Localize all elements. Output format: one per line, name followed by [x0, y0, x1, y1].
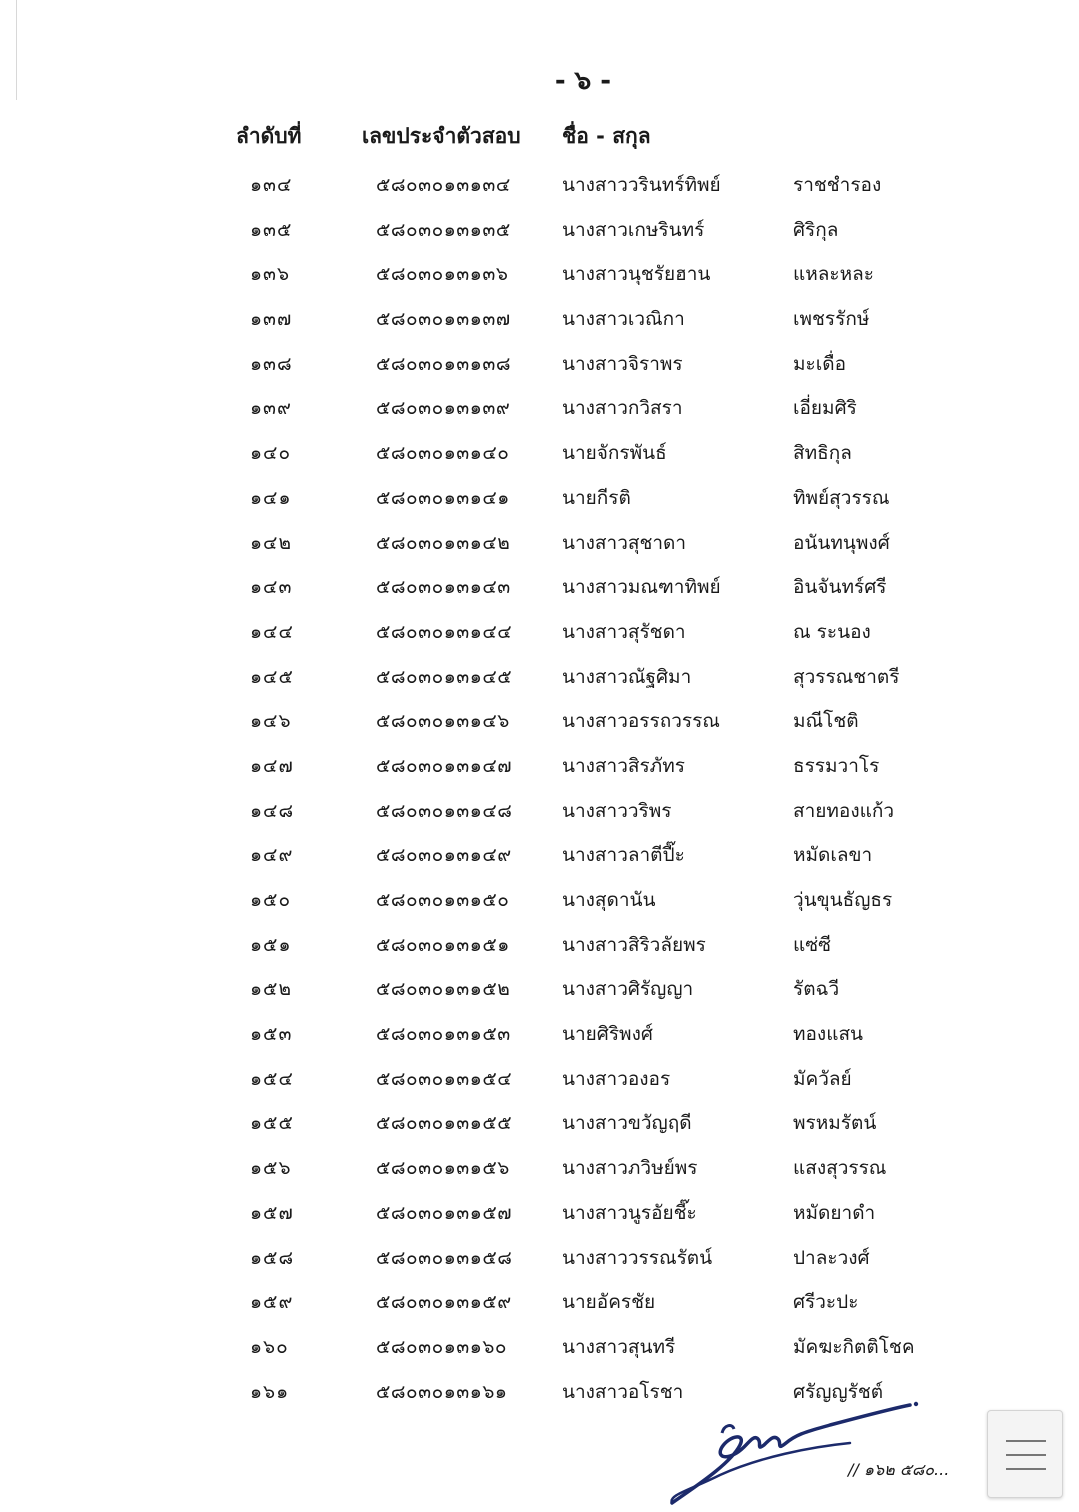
row-order: ๑๓๖ — [250, 263, 291, 286]
row-order: ๑๓๙ — [250, 397, 292, 420]
row-last-name: เอี่ยมศิริ — [793, 397, 857, 420]
row-first-name: นางสาวกวิสรา — [562, 397, 683, 420]
row-last-name: มะเดื่อ — [793, 352, 846, 375]
row-first-name: นางสาวนุชรัยฮาน — [562, 263, 711, 286]
table-row — [0, 974, 1079, 1019]
table-row — [0, 1064, 1079, 1109]
row-exam-id: ๕๘๐๓๐๑๓๑๓๕ — [376, 218, 511, 241]
row-order: ๑๖๐ — [250, 1335, 289, 1358]
row-order: ๑๔๗ — [250, 754, 294, 777]
row-order: ๑๔๑ — [250, 486, 292, 509]
table-row — [0, 572, 1079, 617]
table-row — [0, 1153, 1079, 1198]
table-row — [0, 170, 1079, 215]
table-row — [0, 1019, 1079, 1064]
page-number: - ๖ - — [554, 66, 612, 96]
table-row — [0, 796, 1079, 841]
row-last-name: วุ่นขุนธัญธร — [793, 889, 893, 911]
row-last-name: แหละหละ — [793, 263, 874, 286]
table-row — [0, 840, 1079, 885]
row-last-name: ราชชำรอง — [793, 174, 882, 196]
table-row — [0, 393, 1079, 438]
table-row — [0, 1332, 1079, 1377]
header-exam-id: เลขประจำตัวสอบ — [362, 124, 521, 148]
row-last-name: ศิริกุล — [793, 218, 839, 241]
table-row — [0, 528, 1079, 573]
row-first-name: นางสาวสุชาดา — [562, 531, 687, 554]
row-first-name: นายอัครชัย — [562, 1291, 656, 1314]
row-last-name: มัคฆะกิตติโชค — [793, 1335, 915, 1358]
row-exam-id: ๕๘๐๓๐๑๓๑๓๖ — [376, 263, 509, 286]
row-last-name: มัควัลย์ — [793, 1067, 852, 1090]
row-exam-id: ๕๘๐๓๐๑๓๑๓๔ — [376, 174, 511, 196]
row-exam-id: ๕๘๐๓๐๑๓๑๖๐ — [376, 1335, 507, 1358]
row-exam-id: ๕๘๐๓๐๑๓๑๕๘ — [376, 1246, 513, 1269]
row-exam-id: ๕๘๐๓๐๑๓๑๕๒ — [376, 978, 511, 1001]
row-exam-id: ๕๘๐๓๐๑๓๑๔๙ — [376, 844, 512, 867]
row-last-name: อนันทนุพงศ์ — [793, 531, 890, 554]
row-exam-id: ๕๘๐๓๐๑๓๑๔๘ — [376, 799, 513, 822]
row-order: ๑๕๓ — [250, 1023, 293, 1046]
row-order: ๑๔๔ — [250, 620, 294, 643]
row-last-name: ทองแสน — [793, 1023, 864, 1046]
table-body — [0, 170, 1079, 1421]
row-first-name: นางสาวองอร — [562, 1067, 671, 1090]
row-first-name: นางสาวสิรภัทร — [562, 754, 685, 777]
row-last-name: ณ ระนอง — [793, 620, 871, 643]
row-first-name: นางสาววรรณรัตน์ — [562, 1246, 713, 1269]
table-row — [0, 259, 1079, 304]
row-exam-id: ๕๘๐๓๐๑๓๑๔๐ — [376, 442, 510, 465]
row-order: ๑๕๙ — [250, 1291, 294, 1314]
row-last-name: ทิพย์สุวรรณ — [793, 486, 890, 509]
row-first-name: นายกีรติ — [562, 486, 631, 509]
table-row — [0, 885, 1079, 930]
table-row — [0, 304, 1079, 349]
row-exam-id: ๕๘๐๓๐๑๓๑๓๘ — [376, 352, 511, 375]
row-order: ๑๕๖ — [250, 1157, 292, 1180]
row-first-name: นางสาวขวัญฤดี — [562, 1112, 692, 1135]
continuation-note: // ๑๖๒ ๕๘๐... — [848, 1460, 950, 1479]
row-last-name: สายทองแก้ว — [793, 799, 895, 822]
row-exam-id: ๕๘๐๓๐๑๓๑๕๗ — [376, 1201, 512, 1224]
row-last-name: ปาละวงศ์ — [793, 1246, 870, 1269]
row-exam-id: ๕๘๐๓๐๑๓๑๔๓ — [376, 576, 511, 599]
row-order: ๑๕๔ — [250, 1067, 294, 1090]
row-order: ๑๕๘ — [250, 1246, 295, 1269]
row-first-name: นางสาวภวิษย์พร — [562, 1157, 698, 1180]
row-exam-id: ๕๘๐๓๐๑๓๑๓๙ — [376, 397, 511, 420]
row-first-name: นางสาวมณฑาทิพย์ — [562, 576, 721, 599]
row-exam-id: ๕๘๐๓๐๑๓๑๖๑ — [376, 1380, 508, 1403]
row-first-name: นางสาวสุรัชดา — [562, 620, 686, 643]
row-first-name: นางสาวสิริวลัยพร — [562, 933, 706, 956]
row-order: ๑๓๗ — [250, 308, 293, 331]
row-first-name: นางสาววรินทร์ทิพย์ — [562, 174, 721, 196]
row-first-name: นางสาววริพร — [562, 799, 672, 822]
row-exam-id: ๕๘๐๓๐๑๓๑๔๑ — [376, 486, 510, 509]
row-order: ๑๔๘ — [250, 799, 295, 822]
table-row — [0, 1198, 1079, 1243]
row-last-name: หมัดยาดำ — [793, 1201, 876, 1224]
row-first-name: นางสาวเวณิกา — [562, 308, 685, 331]
row-first-name: นางสาวณัฐศิมา — [562, 665, 692, 688]
row-exam-id: ๕๘๐๓๐๑๓๑๔๖ — [376, 710, 510, 733]
table-row — [0, 617, 1079, 662]
row-first-name: นายจักรพันธ์ — [562, 442, 667, 465]
row-order: ๑๓๘ — [250, 352, 293, 375]
row-exam-id: ๕๘๐๓๐๑๓๑๓๗ — [376, 308, 511, 331]
row-first-name: นางสาวอโรชา — [562, 1380, 684, 1403]
row-exam-id: ๕๘๐๓๐๑๓๑๕๐ — [376, 889, 510, 911]
row-exam-id: ๕๘๐๓๐๑๓๑๕๔ — [376, 1067, 513, 1090]
row-first-name: นายศิริพงศ์ — [562, 1023, 653, 1046]
row-last-name: ศรัญญรัชต์ — [793, 1380, 884, 1403]
row-order: ๑๔๒ — [250, 531, 292, 554]
row-last-name: เพชรรักษ์ — [793, 308, 870, 331]
menu-button[interactable] — [987, 1410, 1063, 1498]
table-row — [0, 1243, 1079, 1288]
row-first-name: นางสาวอรรถวรรณ — [562, 710, 720, 733]
row-last-name: มณีโชติ — [793, 710, 859, 733]
row-exam-id: ๕๘๐๓๐๑๓๑๔๕ — [376, 665, 513, 688]
row-first-name: นางสาวนูรอัยชี๊ะ — [562, 1201, 697, 1224]
row-order: ๑๔๙ — [250, 844, 294, 867]
row-order: ๑๔๓ — [250, 576, 293, 599]
table-row — [0, 930, 1079, 975]
signature-image — [660, 1395, 930, 1510]
table-row — [0, 706, 1079, 751]
row-last-name: อินจันทร์ศรี — [793, 576, 887, 599]
row-exam-id: ๕๘๐๓๐๑๓๑๔๒ — [376, 531, 511, 554]
row-exam-id: ๕๘๐๓๐๑๓๑๔๔ — [376, 620, 513, 643]
table-header — [0, 120, 1079, 154]
row-last-name: ศรีวะปะ — [793, 1291, 859, 1314]
row-order: ๑๔๕ — [250, 665, 294, 688]
row-order: ๑๕๑ — [250, 933, 292, 956]
row-order: ๑๖๑ — [250, 1380, 290, 1403]
row-exam-id: ๕๘๐๓๐๑๓๑๕๑ — [376, 933, 510, 956]
row-first-name: นางสาวจิราพร — [562, 352, 683, 375]
row-last-name: แซ่ซี — [793, 933, 832, 956]
table-row — [0, 751, 1079, 796]
table-row — [0, 1287, 1079, 1332]
row-order: ๑๕๕ — [250, 1112, 294, 1135]
row-order: ๑๕๐ — [250, 889, 292, 911]
table-row — [0, 483, 1079, 528]
row-last-name: ธรรมวาโร — [793, 754, 880, 777]
row-exam-id: ๕๘๐๓๐๑๓๑๔๗ — [376, 754, 512, 777]
row-exam-id: ๕๘๐๓๐๑๓๑๕๕ — [376, 1112, 513, 1135]
row-first-name: นางสาวศิรัญญา — [562, 978, 694, 1001]
row-exam-id: ๕๘๐๓๐๑๓๑๕๓ — [376, 1023, 511, 1046]
row-last-name: พรหมรัตน์ — [793, 1112, 877, 1135]
row-order: ๑๓๕ — [250, 218, 293, 241]
row-last-name: แสงสุวรรณ — [793, 1157, 887, 1180]
row-last-name: หมัดเลขา — [793, 844, 873, 867]
row-first-name: นางสาวสุนทรี — [562, 1335, 676, 1358]
row-exam-id: ๕๘๐๓๐๑๓๑๕๙ — [376, 1291, 512, 1314]
row-first-name: นางสาวเกษรินทร์ — [562, 218, 705, 241]
row-last-name: สุวรรณชาตรี — [793, 665, 900, 688]
row-order: ๑๔๐ — [250, 442, 292, 465]
table-row — [0, 215, 1079, 260]
table-row — [0, 438, 1079, 483]
table-row — [0, 662, 1079, 707]
row-order: ๑๔๖ — [250, 710, 292, 733]
row-order: ๑๕๒ — [250, 978, 292, 1001]
row-first-name: นางสุดานัน — [562, 889, 656, 911]
header-order: ลำดับที่ — [236, 124, 302, 148]
row-first-name: นางสาวลาตีปี๊ะ — [562, 844, 685, 867]
table-row — [0, 349, 1079, 394]
row-order: ๑๓๔ — [250, 174, 293, 196]
row-exam-id: ๕๘๐๓๐๑๓๑๕๖ — [376, 1157, 510, 1180]
row-last-name: รัตฉวี — [793, 978, 840, 1001]
header-name: ชื่อ - สกุล — [562, 124, 651, 148]
row-order: ๑๕๗ — [250, 1201, 294, 1224]
table-row — [0, 1108, 1079, 1153]
row-last-name: สิทธิกุล — [793, 442, 852, 465]
